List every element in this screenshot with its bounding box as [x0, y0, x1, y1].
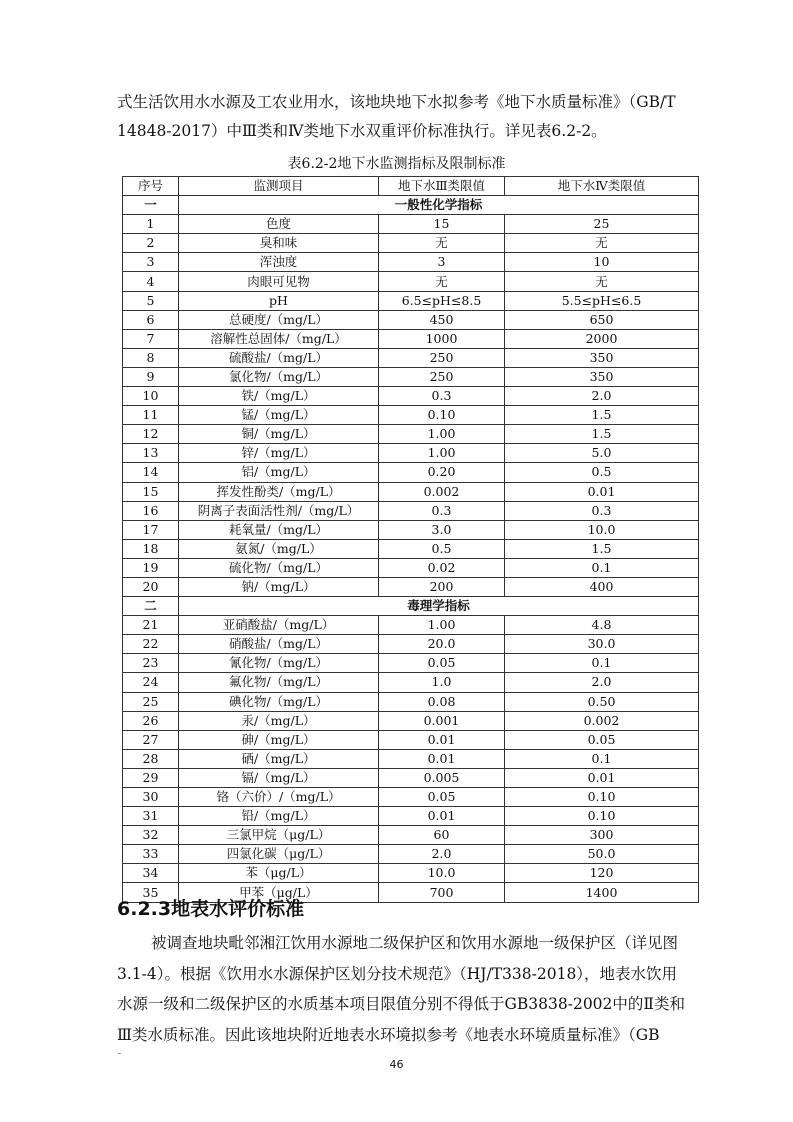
- table-cell: 0.08: [379, 692, 505, 711]
- table-row: [123, 577, 699, 596]
- table-cell: 1.0: [379, 673, 505, 692]
- table-row: [123, 845, 699, 864]
- table-cell: 硫酸盐/（mg/L）: [179, 348, 379, 367]
- table-row: [123, 768, 699, 787]
- table-row: [123, 711, 699, 730]
- table-cell: 0.3: [505, 501, 699, 520]
- table-cell: 650: [505, 310, 699, 329]
- table-cell: 350: [505, 367, 699, 386]
- table-cell: 0.5: [505, 463, 699, 482]
- table-cell: 砷/（mg/L）: [179, 730, 379, 749]
- table-row: [123, 348, 699, 367]
- table-cell: 阴离子表面活性剂/（mg/L）: [179, 501, 379, 520]
- table-row: [123, 234, 699, 253]
- table-cell: 0.05: [379, 788, 505, 807]
- table-cell: 1.00: [379, 444, 505, 463]
- table-cell: 50.0: [505, 845, 699, 864]
- table-cell: 氨氮/（mg/L）: [179, 539, 379, 558]
- table-row: [123, 539, 699, 558]
- table-cell: 臭和味: [179, 234, 379, 253]
- section-title-cell: 毒理学指标: [179, 597, 699, 616]
- table-cell: 30.0: [505, 635, 699, 654]
- header-cell: 监测项目: [179, 177, 379, 196]
- table-cell: 9: [123, 367, 179, 386]
- table-cell: 6.5≤pH≤8.5: [379, 291, 505, 310]
- table-cell: 1: [123, 215, 179, 234]
- table-cell: 3: [123, 253, 179, 272]
- table-cell: 200: [379, 577, 505, 596]
- table-row: [123, 826, 699, 845]
- table-cell: 0.02: [379, 558, 505, 577]
- table-cell: 14: [123, 463, 179, 482]
- table-cell: 色度: [179, 215, 379, 234]
- table-header-row: [123, 177, 699, 196]
- table-cell: 0.10: [379, 406, 505, 425]
- table-row: [123, 654, 699, 673]
- table-row: [123, 864, 699, 883]
- table-cell: 氟化物/（mg/L）: [179, 673, 379, 692]
- table-row: [123, 406, 699, 425]
- table-cell: 2000: [505, 329, 699, 348]
- table-cell: 250: [379, 367, 505, 386]
- table-cell: 0.05: [505, 730, 699, 749]
- table-cell: 700: [379, 883, 505, 902]
- section-row: [123, 597, 699, 616]
- table-cell: 锌/（mg/L）: [179, 444, 379, 463]
- table-body: [123, 196, 699, 902]
- table-cell: 1.00: [379, 425, 505, 444]
- table-row: [123, 673, 699, 692]
- header-cell: 地下水Ⅳ类限值: [505, 177, 699, 196]
- table-cell: 32: [123, 826, 179, 845]
- table-cell: 铜/（mg/L）: [179, 425, 379, 444]
- table-cell: 0.05: [379, 654, 505, 673]
- table-cell: 250: [379, 348, 505, 367]
- table-row: [123, 272, 699, 291]
- table-cell: 1.5: [505, 406, 699, 425]
- table-cell: 10.0: [379, 864, 505, 883]
- table-cell: 0.1: [505, 749, 699, 768]
- table-cell: 0.10: [505, 807, 699, 826]
- table-caption: 表6.2-2地下水监测指标及限制标准: [287, 156, 506, 172]
- table-cell: pH: [179, 291, 379, 310]
- table-row: [123, 730, 699, 749]
- table-cell: 18: [123, 539, 179, 558]
- table-cell: 400: [505, 577, 699, 596]
- table-cell: 无: [505, 234, 699, 253]
- page-number: 46: [389, 1058, 404, 1071]
- table-cell: 28: [123, 749, 179, 768]
- table-cell: 0.01: [505, 768, 699, 787]
- table-row: [123, 215, 699, 234]
- footer-mark: [118, 1053, 121, 1054]
- table-row: [123, 253, 699, 272]
- table-cell: 20.0: [379, 635, 505, 654]
- table-cell: 总硬度/（mg/L）: [179, 310, 379, 329]
- table-row: [123, 520, 699, 539]
- section-body-paragraph: 被调查地块毗邻湘江饮用水源地二级保护区和饮用水源地一级保护区（详见图3.1-4）。根据《饮用水水源保护区划分技术规范》（HJ/T338-2018），地表水饮用水源一级和二级保护区的水质基本项目限值分别不得低于GB3838-2002中的Ⅱ类和Ⅲ类水质标准。因此该地块附近地表水环境拟参考《地表水环境质量标准》（GB: [117, 934, 685, 1044]
- table-cell: 31: [123, 807, 179, 826]
- table-cell: 5: [123, 291, 179, 310]
- table-row: [123, 387, 699, 406]
- table-cell: 20: [123, 577, 179, 596]
- table-row: [123, 807, 699, 826]
- table-cell: 一: [123, 196, 179, 215]
- intro-paragraph: [117, 88, 687, 146]
- table-row: [123, 444, 699, 463]
- table-cell: 60: [379, 826, 505, 845]
- table-cell: 0.002: [379, 482, 505, 501]
- table-cell: 3: [379, 253, 505, 272]
- section-row: [123, 196, 699, 215]
- table-row: [123, 291, 699, 310]
- table-row: [123, 692, 699, 711]
- header-cell: 序号: [123, 177, 179, 196]
- table-cell: 24: [123, 673, 179, 692]
- table-cell: 氯化物/（mg/L）: [179, 367, 379, 386]
- table-cell: 350: [505, 348, 699, 367]
- table-row: [123, 310, 699, 329]
- table-cell: 三氯甲烷（μg/L）: [179, 826, 379, 845]
- table-cell: 铬（六价）/（mg/L）: [179, 788, 379, 807]
- table-cell: 1.5: [505, 539, 699, 558]
- table-row: [123, 788, 699, 807]
- table-cell: 15: [379, 215, 505, 234]
- table-cell: 17: [123, 520, 179, 539]
- table-cell: 2.0: [379, 845, 505, 864]
- table-cell: 1400: [505, 883, 699, 902]
- table-row: [123, 635, 699, 654]
- table-cell: 120: [505, 864, 699, 883]
- section-title-cell: 一般性化学指标: [179, 196, 699, 215]
- intro-line-2: 14848-2017）中Ⅲ类和Ⅳ类地下水双重评价标准执行。详见表6.2-2。: [117, 122, 607, 140]
- table-cell: 6: [123, 310, 179, 329]
- table-row: [123, 463, 699, 482]
- table-row: [123, 367, 699, 386]
- table-cell: 10: [123, 387, 179, 406]
- table-cell: 锰/（mg/L）: [179, 406, 379, 425]
- table-cell: 无: [379, 234, 505, 253]
- table-cell: 5.5≤pH≤6.5: [505, 291, 699, 310]
- table-cell: 19: [123, 558, 179, 577]
- table-cell: 16: [123, 501, 179, 520]
- table-cell: 11: [123, 406, 179, 425]
- table-cell: 铅/（mg/L）: [179, 807, 379, 826]
- table-cell: 0.3: [379, 387, 505, 406]
- table-cell: 35: [123, 883, 179, 902]
- table-cell: 300: [505, 826, 699, 845]
- table-cell: 15: [123, 482, 179, 501]
- table-cell: 34: [123, 864, 179, 883]
- table-cell: 浑浊度: [179, 253, 379, 272]
- section-heading: 6.2.3地表水评价标准: [117, 898, 305, 920]
- table-cell: 四氯化碳（μg/L）: [179, 845, 379, 864]
- table-cell: 0.01: [379, 749, 505, 768]
- table-cell: 0.001: [379, 711, 505, 730]
- table-cell: 450: [379, 310, 505, 329]
- table-cell: 0.20: [379, 463, 505, 482]
- table-cell: 硫化物/（mg/L）: [179, 558, 379, 577]
- table-cell: 26: [123, 711, 179, 730]
- table-cell: 1000: [379, 329, 505, 348]
- table-cell: 23: [123, 654, 179, 673]
- table-cell: 25: [123, 692, 179, 711]
- table-cell: 亚硝酸盐/（mg/L）: [179, 616, 379, 635]
- table-cell: 铝/（mg/L）: [179, 463, 379, 482]
- table-cell: 30: [123, 788, 179, 807]
- table-row: [123, 616, 699, 635]
- table-row: [123, 425, 699, 444]
- table-cell: 0.005: [379, 768, 505, 787]
- table-cell: 0.01: [379, 807, 505, 826]
- table-cell: 氰化物/（mg/L）: [179, 654, 379, 673]
- table-cell: 8: [123, 348, 179, 367]
- table-cell: 汞/（mg/L）: [179, 711, 379, 730]
- table-cell: 0.50: [505, 692, 699, 711]
- table-cell: 2.0: [505, 387, 699, 406]
- table-cell: 溶解性总固体/（mg/L）: [179, 329, 379, 348]
- table-cell: 25: [505, 215, 699, 234]
- table-cell: 0.10: [505, 788, 699, 807]
- table-cell: 33: [123, 845, 179, 864]
- table-cell: 3.0: [379, 520, 505, 539]
- table-cell: 21: [123, 616, 179, 635]
- table-cell: 13: [123, 444, 179, 463]
- table-cell: 硒/（mg/L）: [179, 749, 379, 768]
- table-cell: 0.002: [505, 711, 699, 730]
- table-cell: 钠/（mg/L）: [179, 577, 379, 596]
- table-cell: 0.01: [379, 730, 505, 749]
- table-cell: 0.01: [505, 482, 699, 501]
- table-cell: 29: [123, 768, 179, 787]
- table-cell: 4: [123, 272, 179, 291]
- table-cell: 甲苯（μg/L）: [179, 883, 379, 902]
- table-cell: 硝酸盐/（mg/L）: [179, 635, 379, 654]
- header-cell: 地下水Ⅲ类限值: [379, 177, 505, 196]
- table-cell: 12: [123, 425, 179, 444]
- table-cell: 10.0: [505, 520, 699, 539]
- table-cell: 铁/（mg/L）: [179, 387, 379, 406]
- table-cell: 肉眼可见物: [179, 272, 379, 291]
- table-cell: 7: [123, 329, 179, 348]
- table-cell: 挥发性酚类/（mg/L）: [179, 482, 379, 501]
- table-row: [123, 482, 699, 501]
- table-row: [123, 749, 699, 768]
- table-cell: 0.3: [379, 501, 505, 520]
- table-cell: 二: [123, 597, 179, 616]
- table-cell: 22: [123, 635, 179, 654]
- table-cell: 碘化物/（mg/L）: [179, 692, 379, 711]
- table-cell: 1.5: [505, 425, 699, 444]
- groundwater-standards-table: [122, 176, 699, 903]
- table-cell: 0.1: [505, 654, 699, 673]
- table-row: [123, 501, 699, 520]
- table-cell: 无: [379, 272, 505, 291]
- table-cell: 5.0: [505, 444, 699, 463]
- table-cell: 2: [123, 234, 179, 253]
- table-cell: 2.0: [505, 673, 699, 692]
- table-cell: 0.5: [379, 539, 505, 558]
- table-cell: 耗氧量/（mg/L）: [179, 520, 379, 539]
- table-row: [123, 558, 699, 577]
- intro-line-1: 式生活饮用水水源及工农业用水，该地块地下水拟参考《地下水质量标准》（GB/T: [117, 93, 676, 111]
- table-cell: 无: [505, 272, 699, 291]
- table-cell: 4.8: [505, 616, 699, 635]
- table-cell: 苯（μg/L）: [179, 864, 379, 883]
- table-cell: 10: [505, 253, 699, 272]
- table-cell: 镉/（mg/L）: [179, 768, 379, 787]
- table-cell: 27: [123, 730, 179, 749]
- table-cell: 1.00: [379, 616, 505, 635]
- table-cell: 0.1: [505, 558, 699, 577]
- table-row: [123, 329, 699, 348]
